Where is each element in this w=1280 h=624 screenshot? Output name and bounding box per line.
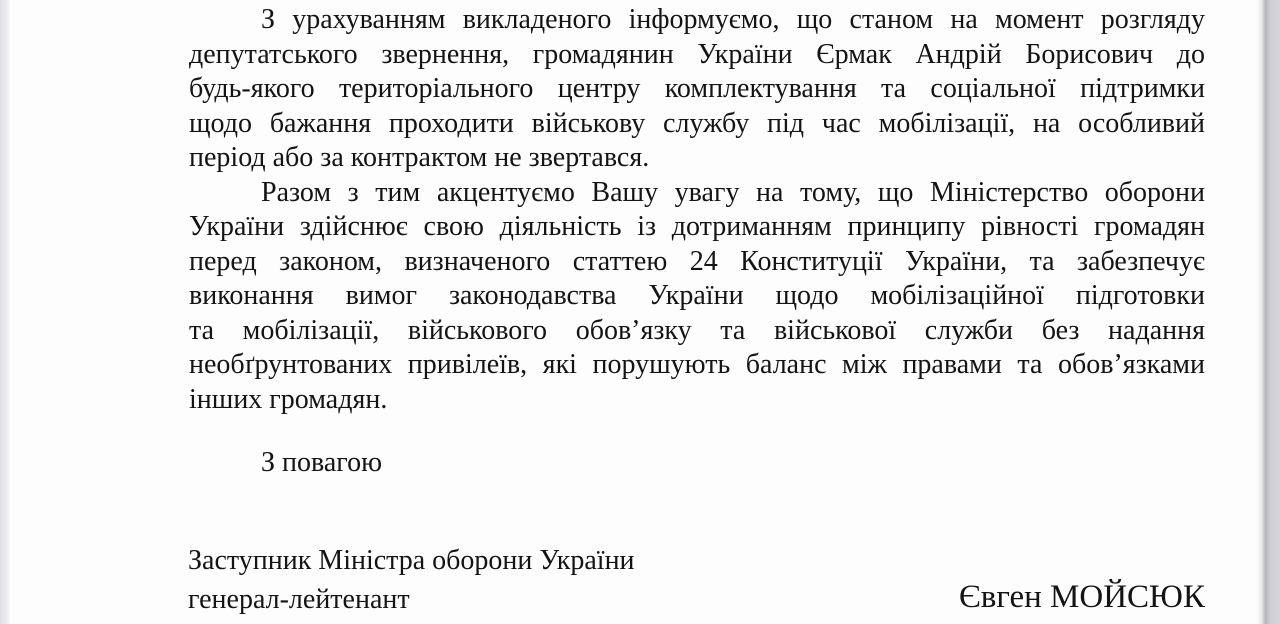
paragraph2-line: Разом з тим акцентуємо Вашу увагу на тому, що Міністерство оборони — [261, 176, 1205, 208]
paragraph1-line: щодо бажання проходити військову службу під час мобілізації, на особливий — [189, 107, 1205, 139]
paragraph2-line: інших громадян. — [189, 383, 388, 415]
paragraph1-line: З урахуванням викладеного інформуємо, що станом на момент розгляду — [261, 4, 1205, 35]
page-right-edge-shadow — [1256, 0, 1280, 624]
paragraph2-line: та мобілізації, військового обов’язку та військової служби без надання — [189, 314, 1205, 346]
signature-position-title: Заступник Міністра оборони України — [188, 545, 635, 576]
window-left-edge — [0, 0, 10, 624]
paragraph2-line: України здійснює свою діяльність із дотриманням принципу рівності громадян — [189, 211, 1205, 242]
paragraph1-line: період або за контрактом не звертався. — [189, 142, 650, 173]
signature-position-rank: генерал-лейтенант — [188, 583, 410, 615]
paragraph2-line: необґрунтованих привілеїв, які порушують баланс між правами та обов’язками — [189, 349, 1205, 380]
signature-name: Євген МОЙСЮК — [959, 579, 1205, 615]
paragraph2-line: виконання вимог законодавства України щодо мобілізаційної підготовки — [189, 280, 1205, 311]
paragraph1-line: депутатського звернення, громадянин України Єрмак Андрій Борисович до — [189, 38, 1205, 70]
paragraph2-line: перед законом, визначеного статтею 24 Конституції України, та забезпечує — [189, 245, 1205, 277]
letter-body — [189, 3, 1205, 417]
salutation: З повагою — [261, 447, 382, 478]
paragraph1-line: будь-якого територіального центру комплектування та соціальної підтримки — [189, 73, 1205, 104]
